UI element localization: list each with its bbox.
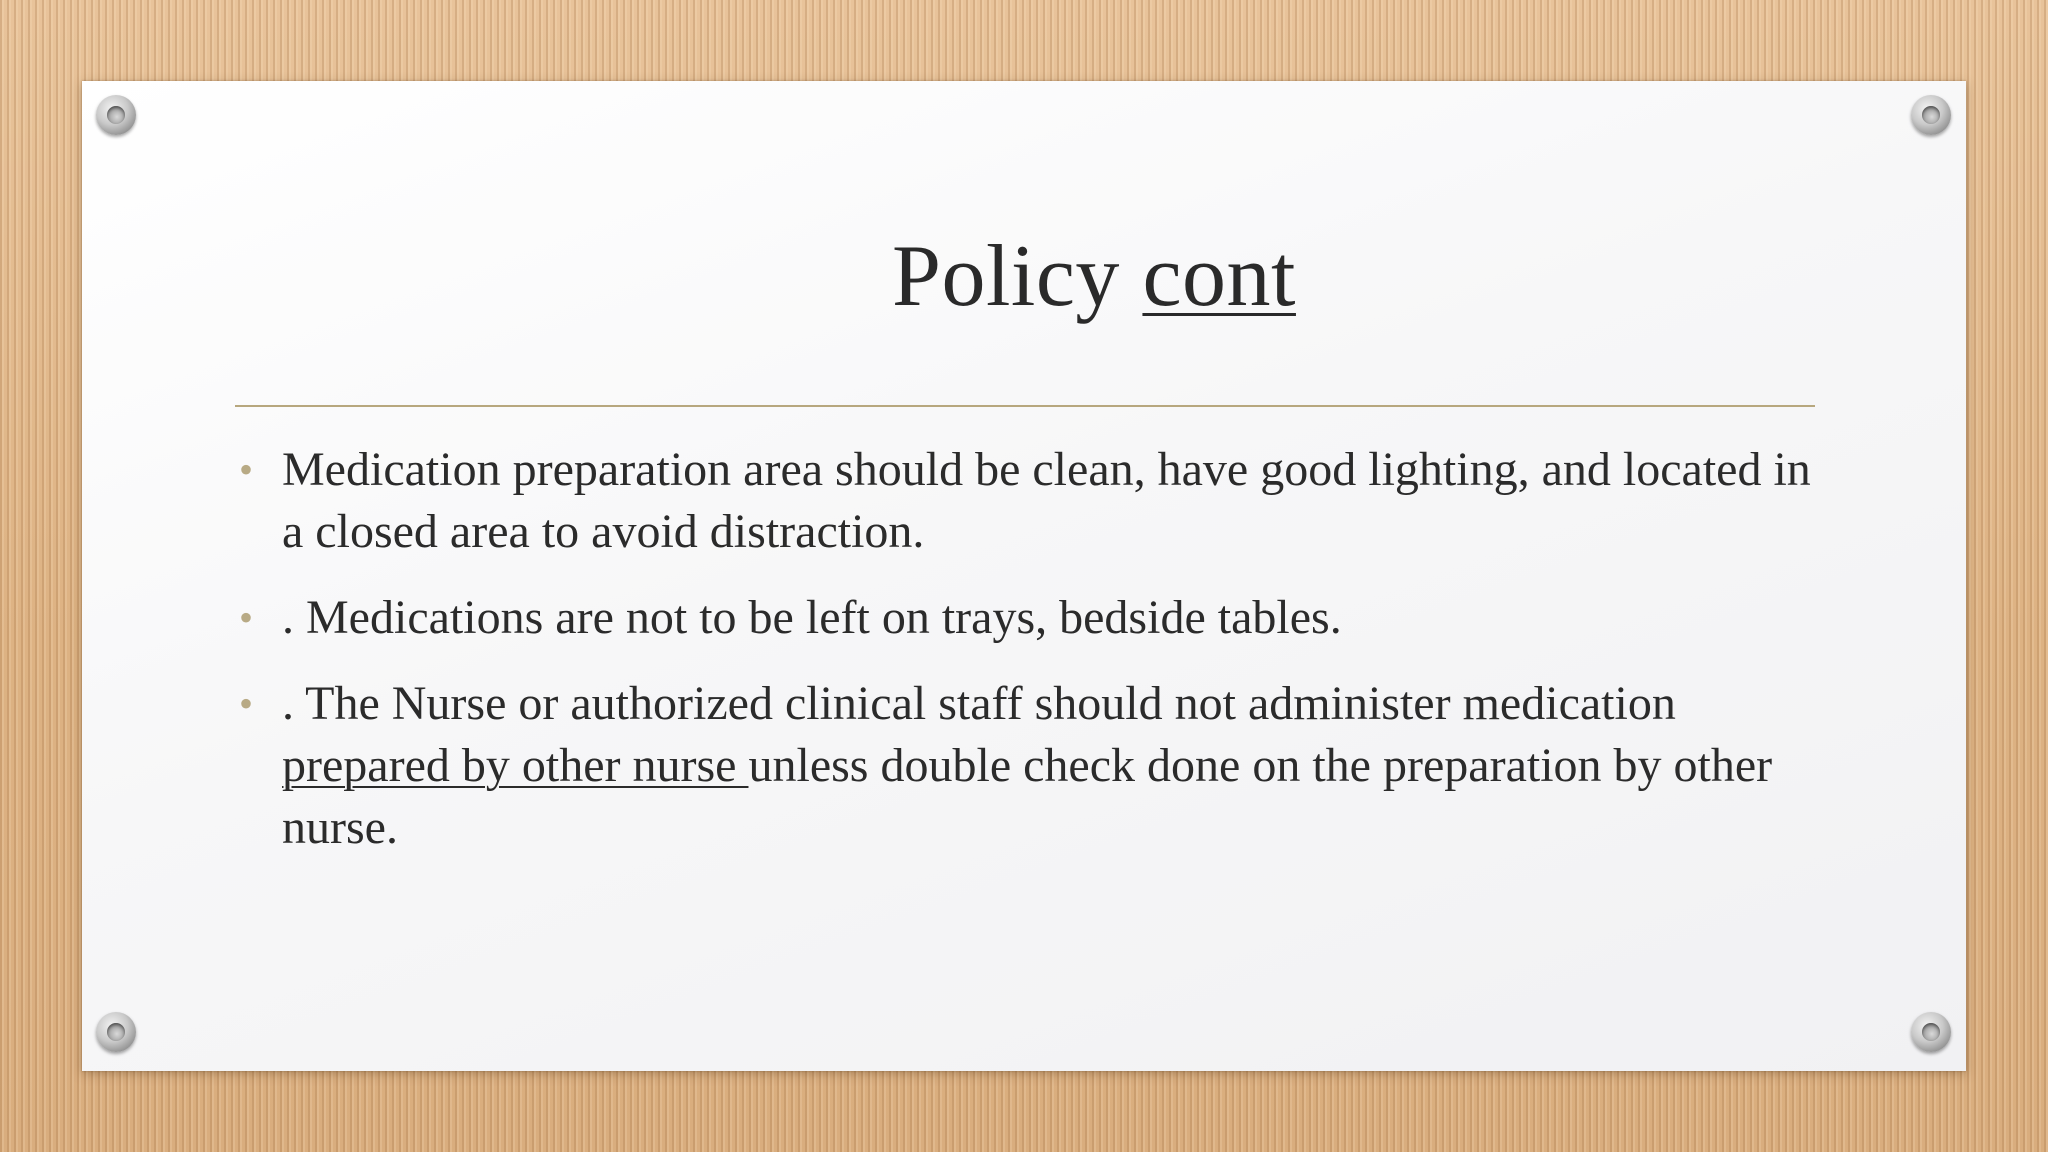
bullet-dot-icon: • bbox=[239, 595, 254, 640]
bullet-text-after: unless double check done on the preparation by other nurse. bbox=[282, 739, 1773, 854]
slide-title-underlined: cont bbox=[1142, 228, 1296, 325]
bullet-item bbox=[235, 439, 1835, 563]
bullet-list bbox=[235, 439, 1835, 883]
grommet-top-right-icon bbox=[1911, 95, 1951, 135]
bullet-text-before: . The Nurse or authorized clinical staff should not administer medication bbox=[282, 677, 1676, 730]
slide-card bbox=[82, 81, 1966, 1071]
bullet-item bbox=[235, 673, 1835, 859]
bullet-text-underlined: prepared by other nurse bbox=[282, 739, 749, 792]
grommet-bottom-right-icon bbox=[1911, 1012, 1951, 1052]
slide-title-plain: Policy bbox=[892, 228, 1143, 325]
slide-title bbox=[82, 229, 1966, 326]
bullet-item bbox=[235, 587, 1835, 649]
bullet-text: . Medications are not to be left on trays, bedside tables. bbox=[282, 591, 1342, 644]
grommet-top-left-icon bbox=[96, 95, 136, 135]
bullet-dot-icon: • bbox=[239, 447, 254, 492]
bullet-text: Medication preparation area should be clean, have good lighting, and located in a closed area to avoid distraction. bbox=[282, 443, 1811, 558]
grommet-bottom-left-icon bbox=[96, 1012, 136, 1052]
title-divider bbox=[235, 405, 1815, 407]
bullet-dot-icon: • bbox=[239, 681, 254, 726]
